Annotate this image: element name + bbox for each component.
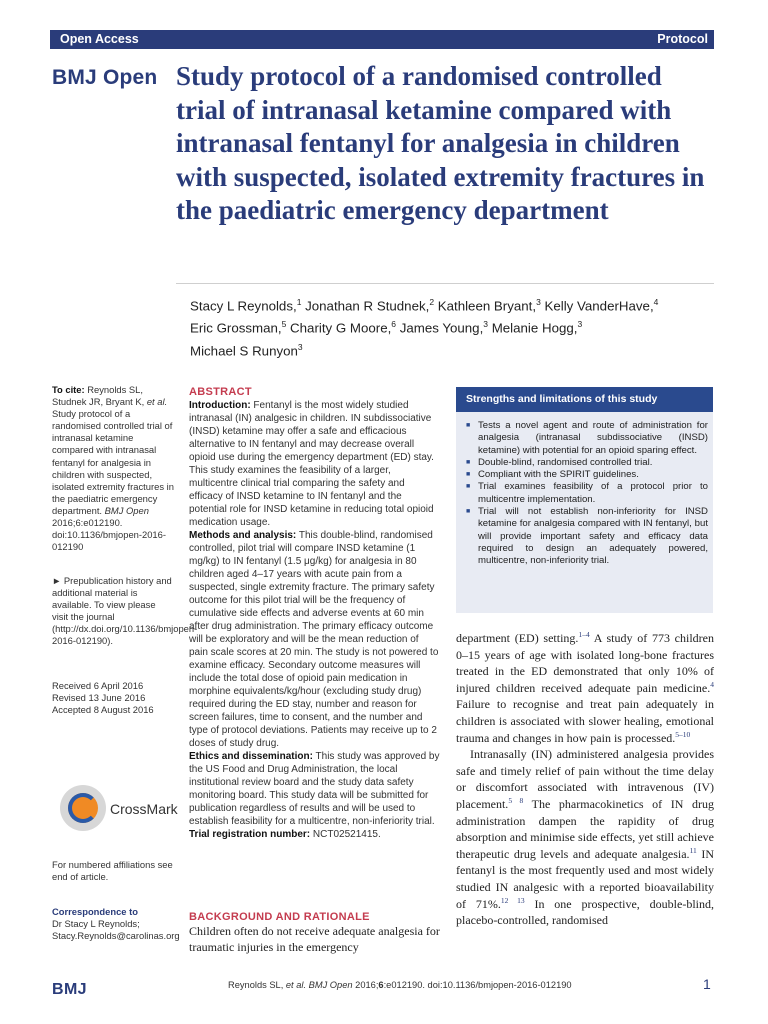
list-item: ■ Trial will not establish non-inferiority for INSD ketamine for analgesia compared with IN fentanyl, but will provide important safety and efficacy data required to design an adequately powered, multicentre, non-inferiority trial. [466,506,708,567]
strengths-limitations-box [456,387,713,613]
list-item: ■ Trial examines feasibility of a protocol prior to multicentre implementation. [466,481,708,506]
footer-cite-journal: et al. BMJ Open [285,980,353,990]
background-heading: BACKGROUND AND RATIONALE [189,911,370,923]
paragraph [456,630,714,746]
citation-block [52,384,174,553]
article-title: Study protocol of a randomised controlled trial of intranasal ketamine compared with intranasal fentanyl for analgesia in children with suspected, isolated extremity fractures in the paediatric emergency department [176,61,705,225]
footer-cite-year: 2016; [352,980,379,990]
affiliation-ref[interactable]: 4 [653,297,659,307]
article-type-label: Protocol [657,32,708,46]
received-date: Received 6 April 2016 [52,680,144,691]
author: Eric Grossman, [190,320,282,336]
reference-link[interactable]: 11 [689,845,697,855]
text: In one prospective, double-blind, placebo-controlled, randomised [456,896,714,928]
correspondence-block [52,906,180,942]
list-item: ■ Double-blind, randomised controlled trial. [466,457,708,469]
abstract-introduction [189,399,440,529]
intro-text: Fentanyl is the most widely studied intranasal (IN) analgesic in children. IN subdissociative (INSD) ketamine may offer a safe and efficacious alternative to IN fentanyl and may decrease overall opioid use during the emergency department (ED) stay. This study examines the feasibility of a larger, multicentre clinical trial comparing the safety and efficacy of INSD ketamine to IN fentanyl and the potential role for INSD ketamine in reducing total opioid medication usage. [189,400,434,528]
abstract-ethics [189,750,440,828]
affiliation-ref[interactable]: 3 [297,341,303,352]
author: James Young, [396,320,484,336]
author: Charity G Moore, [286,320,392,336]
footer-cite-text: Reynolds SL, [228,980,286,990]
correspondence-email[interactable]: Stacy.Reynolds@carolinas.org [52,930,180,942]
reference-link[interactable]: 12 13 [500,895,525,905]
affiliation-ref[interactable]: 1 [296,297,302,307]
author-list [190,293,710,360]
footer-cite-doi[interactable]: :e012190. doi:10.1136/bmjopen-2016-012190 [383,980,572,990]
accepted-date: Accepted 8 August 2016 [52,704,154,716]
cite-doi[interactable]: 2016;6:e012190. doi:10.1136/bmjopen-2016-012190 [52,517,166,553]
crossmark-label: CrossMark [110,801,178,817]
crossmark-badge[interactable] [52,783,178,835]
author: Kathleen Bryant, [434,298,537,314]
cite-text: Reynolds SL, Studnek JR, Bryant K, [52,384,147,408]
top-banner [50,30,714,49]
list-item: ■ Compliant with the SPIRIT guidelines. [466,469,708,481]
abstract [189,386,440,841]
correspondence-name: Dr Stacy L Reynolds; [52,918,140,930]
affiliation-ref[interactable]: 6 [391,319,397,330]
author: Melanie Hogg, [488,320,578,336]
trial-label: Trial registration number: [189,829,311,840]
journal-logo[interactable]: BMJ Open [52,66,158,89]
strengths-box-header [456,387,713,412]
divider [176,283,714,284]
author: Stacy L Reynolds, [190,298,297,314]
correspondence-label: Correspondence to [52,906,138,917]
paragraph [456,746,714,929]
author: Jonathan R Studnek, [301,298,430,314]
crossmark-ring [68,793,98,823]
abstract-trial-registration [189,828,440,841]
trial-number[interactable]: NCT02521415. [310,829,381,840]
body-column [456,630,714,929]
text: IN fentanyl is the most frequently used and most widely studied IN analgesic with a reported bioavailability of 71%. [456,846,714,911]
footer-cite-volume: 6 [378,980,384,990]
intro-label: Introduction: [189,400,251,411]
affiliation-note: For numbered affiliations see end of article. [52,859,173,883]
reference-link[interactable]: 4 [710,679,714,689]
ethics-label: Ethics and dissemination: [189,751,313,762]
text: department (ED) setting. [456,631,579,645]
text: Failure to recognise and treat pain adequately in children is associated with slower healing, emotional trauma and changes in how pain is processed. [456,697,714,745]
ethics-text: This study was approved by the US Food and Drug Administration, the local institutional review board and the study data safety monitoring board. This study data will be submitted for publication regardless of results and will be used to establish feasibility for a multicentre, non-inferiority trial. [189,751,440,827]
footer-citation [228,980,572,990]
reference-link[interactable]: 1–4 [578,630,590,639]
cite-journal: BMJ Open [104,504,149,516]
list-item: ■ Tests a novel agent and route of administration for analgesia (intranasal subdissociative (INSD) ketamine) with potential for an opioid sparing effect. [466,420,708,457]
background-text: Children often do not receive adequate analgesia for traumatic injuries in the emergency [189,924,440,954]
affiliation-ref[interactable]: 3 [577,319,583,330]
prepub-note[interactable]: ► Prepublication history and additional material is available. To view please visit the journal (http://dx.doi.org/10.1136/bmjopen-2016-012190). [52,575,198,647]
strengths-list [466,420,708,568]
reference-link[interactable]: 5–10 [675,729,691,739]
author: Michael S Runyon [190,343,298,359]
revised-date: Revised 13 June 2016 [52,692,146,704]
footer-bmj-logo[interactable]: BMJ [52,981,87,998]
affiliation-ref[interactable]: 3 [536,297,541,307]
abstract-methods [189,529,440,750]
author: Kelly VanderHave, [540,298,654,314]
cite-label: To cite: [52,384,85,395]
text: A study of 773 children 0–15 years of age with isolated long-bone fractures treated in the ED demonstrated that only 10% of injured children received adequate pain medicine. [456,631,714,695]
text: The pharmacokinetics of IN drug administration dampen the rapidity of drug absorption and minimise side effects, yet still achieve therapeutic drug levels and adequate analgesia. [456,796,715,861]
abstract-heading: ABSTRACT [189,386,252,398]
affiliation-ref[interactable]: 3 [483,319,489,330]
affiliation-ref[interactable]: 2 [429,297,435,307]
methods-label: Methods and analysis: [189,530,297,541]
dates-block [52,680,174,716]
affiliation-ref[interactable]: 5 [281,319,287,330]
open-access-label: Open Access [60,32,139,46]
cite-text: Study protocol of a randomised controlled trial of intranasal ketamine compared with intranasal fentanyl for analgesia in children with suspected, isolated extremity fractures in the paediatric emergency department. [52,408,174,516]
cite-et-al: et al. [146,396,168,408]
text: Intranasally (IN) administered analgesia provides safe and timely relief of pain without the time delay or discomfort associated with intravenous (IV) placement. [456,747,714,811]
methods-text: This double-blind, randomised controlled, pilot trial will compare INSD ketamine (1 mg/kg) to IN fentanyl (1.5 μg/kg) for analgesia in 80 children aged 4–17 years with acute pain from a suspected, single extremity fracture. The primary safety outcome for this pilot trial will be the frequency of cumulative side effects and adverse events at 60 min after drug administration. The primary efficacy outcome will be exploratory and will be the mean reduction of pain scale scores at 20 min. The study is not powered to examine efficacy. Secondary outcome measures will include the total dose of opioid pain medication in morphine equivalents/kg/hour (excluding study drug) required during the ED stay, number and reason for screen failures, time to consent, and the number and type of protocol deviations. Patients may receive up to 2 doses of study drug. [189,530,439,749]
strengths-box-title: Strengths and limitations of this study [466,393,658,405]
reference-link[interactable]: 5 8 [508,795,524,805]
page-number: 1 [703,976,711,992]
